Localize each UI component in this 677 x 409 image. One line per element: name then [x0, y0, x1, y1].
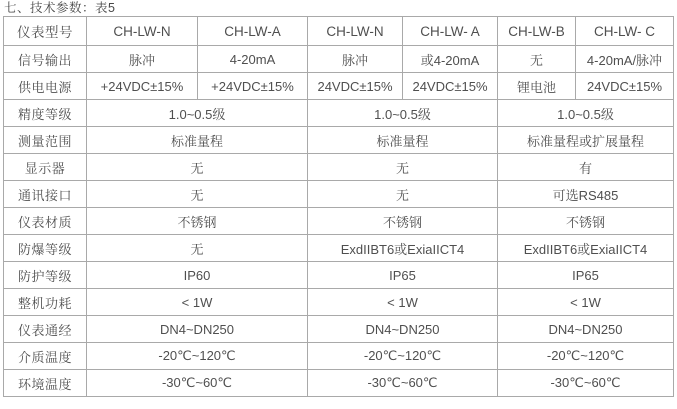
table-row: [4, 316, 674, 343]
value-cell: 脉冲: [87, 46, 198, 73]
value-cell: -30℃~60℃: [308, 370, 498, 397]
value-cell: 标准量程: [308, 127, 498, 154]
table-row: [4, 127, 674, 154]
page-title: 七、技术参数：表5: [4, 1, 116, 15]
value-cell: 4-20mA/脉冲: [576, 46, 674, 73]
value-cell: 不锈钢: [308, 208, 498, 235]
value-cell: -20℃~120℃: [498, 343, 674, 370]
params-table: [3, 16, 674, 397]
row-label: 仪表型号: [4, 17, 87, 46]
value-cell: 可选RS485: [498, 181, 674, 208]
value-cell: 1.0~0.5级: [498, 100, 674, 127]
row-label: 信号输出: [4, 46, 87, 73]
value-cell: 锂电池: [498, 73, 576, 100]
table-row: [4, 46, 674, 73]
table-row: [4, 154, 674, 181]
row-label: 仪表材质: [4, 208, 87, 235]
value-cell: 无: [87, 154, 308, 181]
value-cell: 1.0~0.5级: [87, 100, 308, 127]
value-cell: 无: [308, 181, 498, 208]
table-row: [4, 235, 674, 262]
value-cell: < 1W: [308, 289, 498, 316]
value-cell: 或4-20mA: [403, 46, 498, 73]
value-cell: 无: [308, 154, 498, 181]
value-cell: IP65: [498, 262, 674, 289]
table-row: [4, 73, 674, 100]
row-label: 环境温度: [4, 370, 87, 397]
table-row: [4, 181, 674, 208]
row-label: 介质温度: [4, 343, 87, 370]
value-cell: DN4~DN250: [87, 316, 308, 343]
table-row: [4, 100, 674, 127]
model-header-cell: CH-LW- A: [403, 17, 498, 46]
value-cell: 不锈钢: [87, 208, 308, 235]
model-header-cell: CH-LW-B: [498, 17, 576, 46]
value-cell: 标准量程: [87, 127, 308, 154]
row-label: 供电电源: [4, 73, 87, 100]
value-cell: 无: [87, 181, 308, 208]
value-cell: ExdIIBT6或ExiaIICT4: [498, 235, 674, 262]
value-cell: 1.0~0.5级: [308, 100, 498, 127]
model-header-cell: CH-LW-N: [308, 17, 403, 46]
value-cell: +24VDC±15%: [198, 73, 308, 100]
row-label: 显示器: [4, 154, 87, 181]
row-label: 整机功耗: [4, 289, 87, 316]
value-cell: 无: [498, 46, 576, 73]
row-label: 仪表通经: [4, 316, 87, 343]
value-cell: 24VDC±15%: [403, 73, 498, 100]
value-cell: -30℃~60℃: [87, 370, 308, 397]
value-cell: IP60: [87, 262, 308, 289]
table-row: [4, 343, 674, 370]
table-row: [4, 289, 674, 316]
row-label: 防爆等级: [4, 235, 87, 262]
row-label: 精度等级: [4, 100, 87, 127]
value-cell: -20℃~120℃: [87, 343, 308, 370]
value-cell: +24VDC±15%: [87, 73, 198, 100]
row-label: 测量范围: [4, 127, 87, 154]
value-cell: IP65: [308, 262, 498, 289]
table-row: [4, 370, 674, 397]
value-cell: < 1W: [87, 289, 308, 316]
value-cell: 24VDC±15%: [308, 73, 403, 100]
value-cell: 4-20mA: [198, 46, 308, 73]
table-header-row: [4, 17, 674, 46]
value-cell: -30℃~60℃: [498, 370, 674, 397]
table-row: [4, 208, 674, 235]
row-label: 通讯接口: [4, 181, 87, 208]
value-cell: ExdIIBT6或ExiaIICT4: [308, 235, 498, 262]
value-cell: 无: [87, 235, 308, 262]
value-cell: < 1W: [498, 289, 674, 316]
value-cell: DN4~DN250: [498, 316, 674, 343]
params-table-body: [4, 17, 674, 397]
row-label: 防护等级: [4, 262, 87, 289]
value-cell: 脉冲: [308, 46, 403, 73]
table-row: [4, 262, 674, 289]
value-cell: 24VDC±15%: [576, 73, 674, 100]
model-header-cell: CH-LW-A: [198, 17, 308, 46]
value-cell: DN4~DN250: [308, 316, 498, 343]
value-cell: 标准量程或扩展量程: [498, 127, 674, 154]
model-header-cell: CH-LW- C: [576, 17, 674, 46]
model-header-cell: CH-LW-N: [87, 17, 198, 46]
value-cell: 不锈钢: [498, 208, 674, 235]
value-cell: 有: [498, 154, 674, 181]
value-cell: -20℃~120℃: [308, 343, 498, 370]
